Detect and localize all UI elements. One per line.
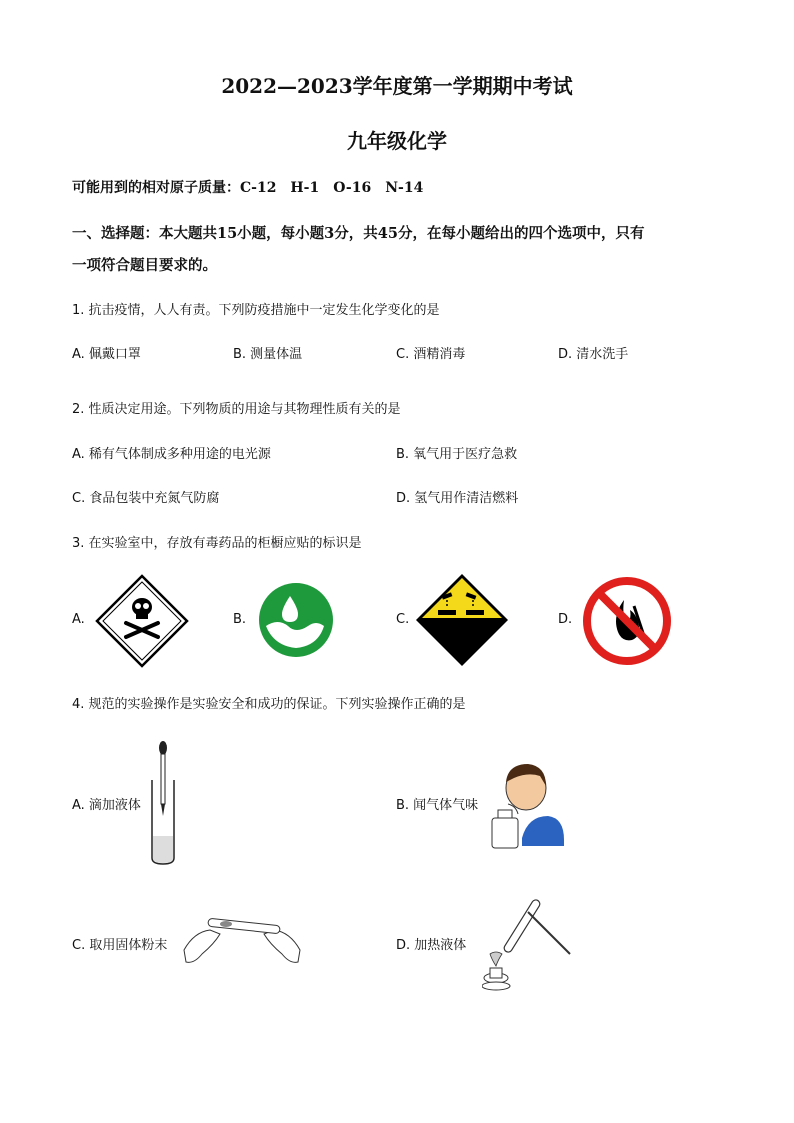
question-2-stem: 2. 性质决定用途。下列物质的用途与其物理性质有关的是 <box>72 402 401 417</box>
dropper-test-tube-icon <box>148 740 178 866</box>
section-heading-line1: 一、选择题：本大题共15小题，每小题3分，共45分，在每小题给出的四个选项中，只有 <box>72 225 645 242</box>
corrosive-icon <box>414 572 510 668</box>
hands-test-tube-icon <box>180 910 304 970</box>
question-1-stem: 1. 抗击疫情，人人有责。下列防疫措施中一定发生化学变化的是 <box>72 303 440 318</box>
q2-option-b[interactable]: B. 氧气用于医疗急救 <box>396 447 518 462</box>
q2-option-d[interactable]: D. 氢气用作清洁燃料 <box>396 491 519 506</box>
q3-option-a-label[interactable]: A. <box>72 612 85 627</box>
q2-option-c[interactable]: C. 食品包装中充氮气防腐 <box>72 491 220 506</box>
q3-option-b-label[interactable]: B. <box>233 612 247 627</box>
q4-option-b-label[interactable]: B. 闻气体气味 <box>396 798 479 813</box>
green-water-drop-icon <box>258 582 334 658</box>
q4-option-c-label[interactable]: C. 取用固体粉末 <box>72 938 168 953</box>
toxic-skull-icon <box>94 573 190 669</box>
page-title: 2022—2023学年度第一学期期中考试 <box>221 74 573 98</box>
q2-option-a[interactable]: A. 稀有气体制成多种用途的电光源 <box>72 447 271 462</box>
section-heading-line2: 一项符合题目要求的。 <box>72 257 217 274</box>
atomic-mass-line: 可能用到的相对原子质量：C-12 H-1 O-16 N-14 <box>72 180 424 196</box>
q1-option-d[interactable]: D. 清水洗手 <box>558 347 629 362</box>
q3-option-c-label[interactable]: C. <box>396 612 410 627</box>
question-4-stem: 4. 规范的实验操作是实验安全和成功的保证。下列实验操作正确的是 <box>72 697 466 712</box>
q1-option-b[interactable]: B. 测量体温 <box>233 347 303 362</box>
heating-test-tube-icon <box>482 892 574 992</box>
no-fire-icon <box>582 576 672 666</box>
q1-option-a[interactable]: A. 佩戴口罩 <box>72 347 141 362</box>
page-subtitle: 九年级化学 <box>347 129 447 153</box>
q1-option-c[interactable]: C. 酒精消毒 <box>396 347 466 362</box>
q4-option-a-label[interactable]: A. 滴加液体 <box>72 798 141 813</box>
q4-option-d-label[interactable]: D. 加热液体 <box>396 938 467 953</box>
q3-option-d-label[interactable]: D. <box>558 612 573 627</box>
question-3-stem: 3. 在实验室中，存放有毒药品的柜橱应贴的标识是 <box>72 536 362 551</box>
smelling-gas-person-icon <box>488 758 566 850</box>
